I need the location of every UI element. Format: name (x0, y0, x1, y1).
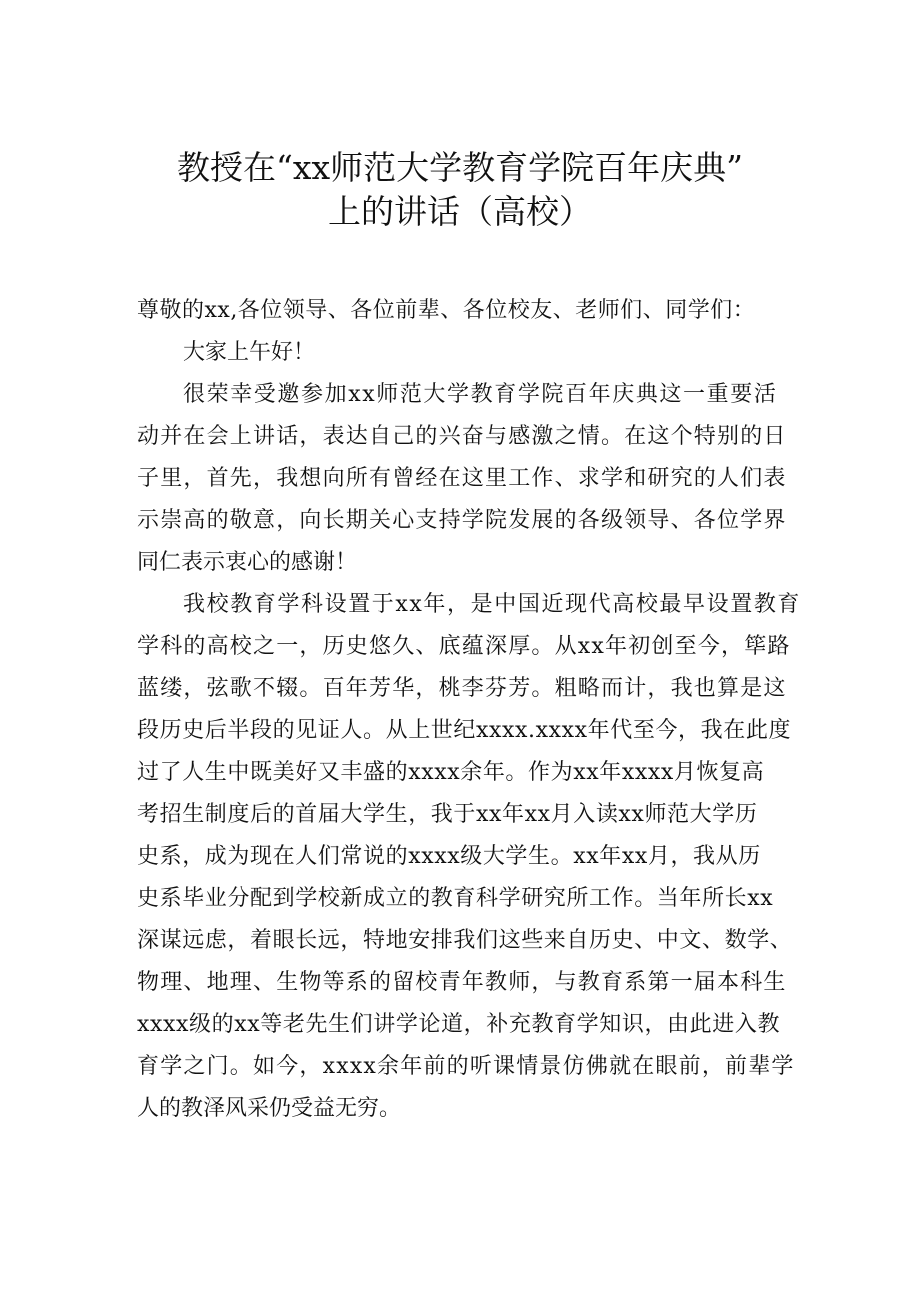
paragraph-1-line-3: 子里，首先，我想向所有曾经在这里工作、求学和研究的人们表 (137, 466, 787, 491)
salutation: 尊敬的xx,各位领导、各位前辈、各位校友、老师们、同学们： (137, 298, 756, 323)
paragraph-1-line-1: 很荣幸受邀参加xx师范大学教育学院百年庆典这一重要活 (183, 382, 778, 407)
speech-body (137, 290, 802, 1130)
document-title-line-1: 教授在“xx师范大学教育学院百年庆典” (177, 148, 743, 187)
paragraph-2-line-4: 段历史后半段的见证人。从上世纪xxxx.xxxx年代至今，我在此度 (137, 718, 792, 743)
paragraph-2-line-11: xxxx级的xx等老先生们讲学论道，补充教育学知识，由此进入教 (137, 1012, 781, 1037)
paragraph-2-line-2: 学科的高校之一，历史悠久、底蕴深厚。从xx年初创至今，筚路 (137, 634, 791, 659)
paragraph-2-line-5: 过了人生中既美好又丰盛的xxxx余年。作为xx年xxxx月恢复高 (137, 760, 765, 785)
paragraph-2-line-7: 史系，成为现在人们常说的xxxx级大学生。xx年xx月，我从历 (137, 844, 761, 869)
paragraph-2-line-12: 育学之门。如今，xxxx余年前的听课情景仿佛就在眼前，前辈学 (137, 1054, 795, 1079)
paragraph-1-line-2: 动并在会上讲话，表达自己的兴奋与感激之情。在这个特别的日 (137, 424, 787, 449)
paragraph-2-line-9: 深谋远虑，着眼长远，特地安排我们这些来自历史、中文、数学、 (137, 928, 793, 953)
greeting: 大家上午好！ (183, 340, 316, 365)
paragraph-2-line-6: 考招生制度后的首届大学生，我于xx年xx月入读xx师范大学历 (137, 802, 758, 827)
paragraph-2-line-1: 我校教育学科设置于xx年，是中国近现代高校最早设置教育 (183, 592, 802, 617)
paragraph-1-line-4: 示崇高的敬意，向长期关心支持学院发展的各级领导、各位学界 (137, 508, 787, 533)
paragraph-1-line-5: 同仁表示衷心的感谢！ (137, 550, 358, 575)
paragraph-2-line-10: 物理、地理、生物等系的留校青年教师，与教育系第一届本科生 (137, 970, 787, 995)
document-title-line-2: 上的讲话（高校） (328, 192, 592, 231)
paragraph-2-line-3: 蓝缕，弦歌不辍。百年芳华，桃李芬芳。粗略而计，我也算是这 (137, 676, 787, 701)
paragraph-2-line-13: 人的教泽风采仍受益无穷。 (137, 1096, 402, 1121)
paragraph-2-line-8: 史系毕业分配到学校新成立的教育科学研究所工作。当年所长xx (137, 886, 774, 911)
